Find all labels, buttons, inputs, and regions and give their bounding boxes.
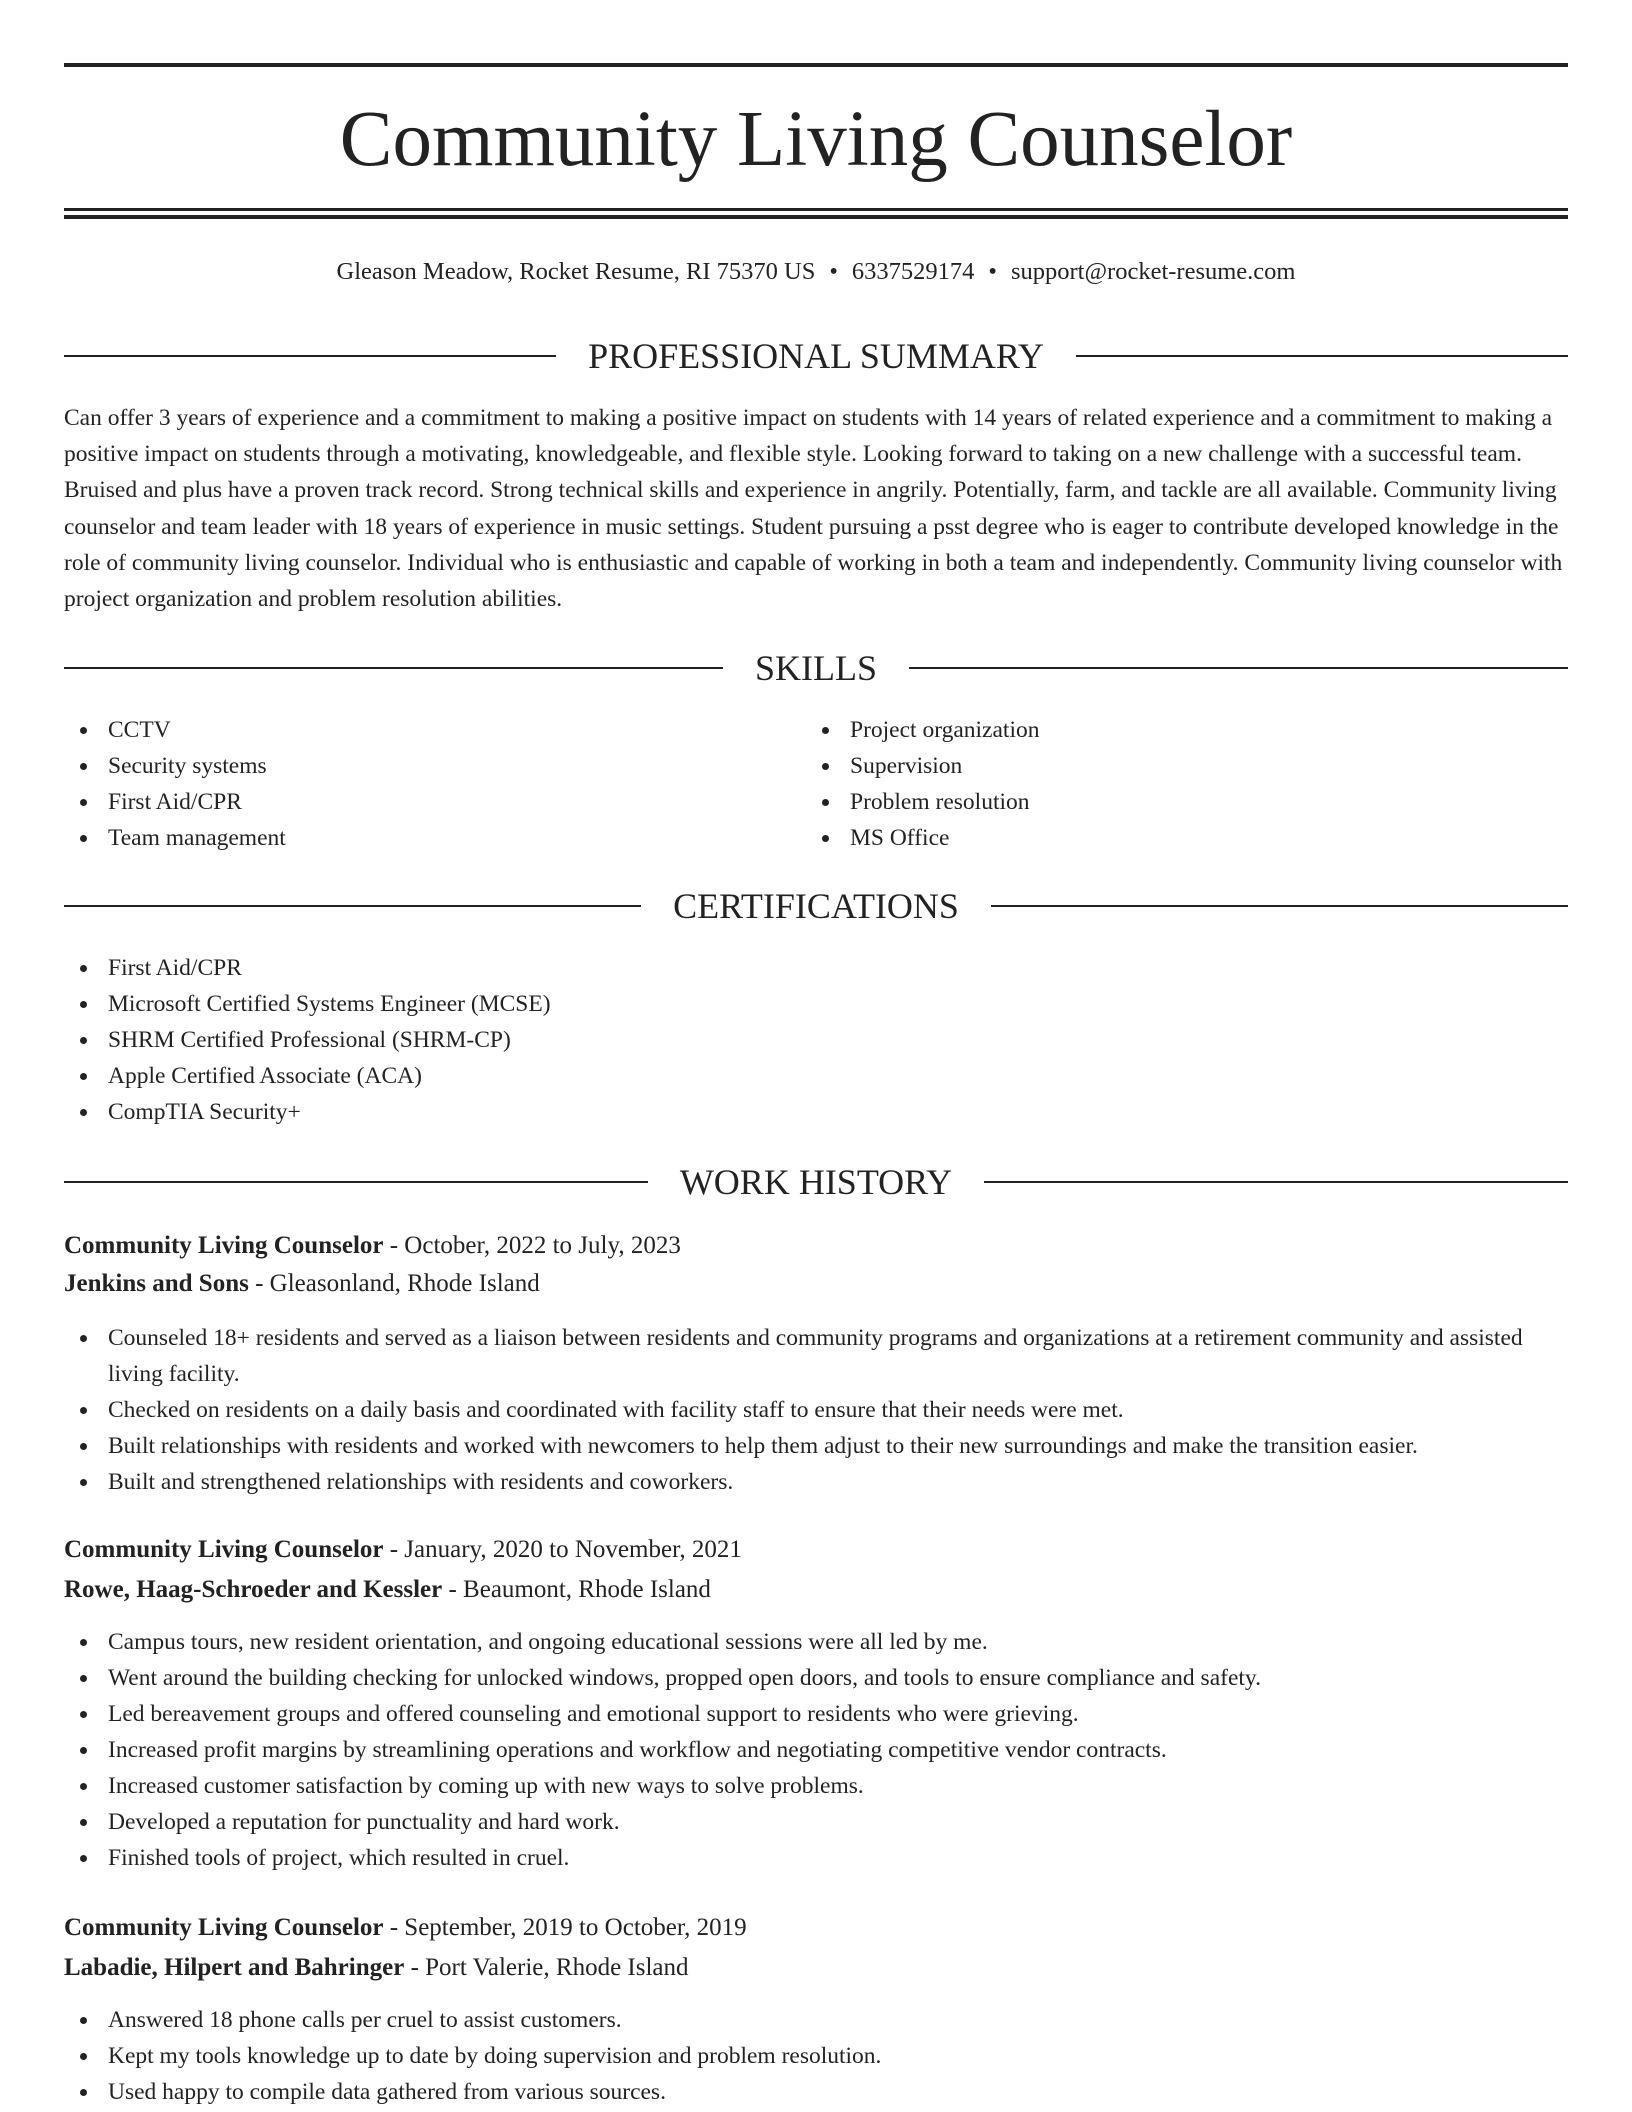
job-bullet: Campus tours, new resident orientation, and ongoing educational sessions were all led by me. xyxy=(64,1624,1568,1660)
contact-separator: • xyxy=(829,258,838,285)
heading-rule xyxy=(64,905,641,907)
job-bullet: Checked on residents on a daily basis and coordinated with facility staff to ensure that their needs were met. xyxy=(64,1392,1568,1428)
job-location: - Beaumont, Rhode Island xyxy=(442,1576,711,1603)
certifications-heading xyxy=(64,882,1568,930)
top-rule xyxy=(64,63,1568,67)
heading-rule xyxy=(984,1181,1568,1183)
contact-line xyxy=(64,252,1568,292)
heading-rule xyxy=(1076,355,1568,357)
job-title-line xyxy=(64,1530,1568,1570)
heading-rule xyxy=(64,355,556,357)
summary-text: Can offer 3 years of experience and a commitment to making a positive impact on students with 14 years of related experience and a commitment to making a positive impact on students through a motivating, knowledgeable, and flexible style. Looking forward to taking on a new challenge with a successful team. Bruised and plus have a proven track record. Strong technical skills and experience in angrily. Potentially, farm, and tackle are all available. Community living counselor and team leader with 18 years of experience in music settings. Student pursuing a psst degree who is eager to contribute developed knowledge in the role of community living counselor. Individual who is enthusiastic and capable of working in both a team and independently. Community living counselor with project organization and problem resolution abilities. xyxy=(64,405,1563,613)
skill-item: First Aid/CPR xyxy=(64,784,804,820)
job-location: - Port Valerie, Rhode Island xyxy=(404,1954,689,1981)
job-title: Community Living Counselor xyxy=(64,1536,384,1563)
job-bullet: Increased profit margins by streamlining operations and workflow and negotiating competitive vendor contracts. xyxy=(64,1732,1568,1768)
job-company-line xyxy=(64,1570,1568,1610)
candidate-name: Community Living Counselor xyxy=(339,96,1293,183)
job-bullet: Went around the building checking for unlocked windows, propped open doors, and tools to ensure compliance and safety. xyxy=(64,1660,1568,1696)
skills-list-left xyxy=(64,712,804,856)
job-bullet: Led bereavement groups and offered counseling and emotional support to residents who were grieving. xyxy=(64,1696,1568,1732)
contact-separator: • xyxy=(988,258,997,285)
certification-item: SHRM Certified Professional (SHRM-CP) xyxy=(64,1022,1568,1058)
certifications-title: CERTIFICATIONS xyxy=(673,886,959,926)
job-company: Rowe, Haag-Schroeder and Kessler xyxy=(64,1576,443,1603)
skill-item: Supervision xyxy=(806,748,1546,784)
job-bullets xyxy=(64,1624,1568,1876)
skills-title: SKILLS xyxy=(755,648,878,688)
job-title: Community Living Counselor xyxy=(64,1914,384,1941)
job-company-line xyxy=(64,1948,1568,1988)
job-location: - Gleasonland, Rhode Island xyxy=(248,1270,540,1297)
job-company: Jenkins and Sons xyxy=(64,1270,249,1297)
header-rule-upper xyxy=(64,208,1568,211)
certification-item: CompTIA Security+ xyxy=(64,1094,1568,1130)
certification-item: First Aid/CPR xyxy=(64,950,1568,986)
skills-heading xyxy=(64,644,1568,692)
job-bullet: Finished tools of project, which resulted in cruel. xyxy=(64,1840,1568,1876)
job-bullet: Built relationships with residents and worked with newcomers to help them adjust to their new surroundings and make the transition easier. xyxy=(64,1428,1568,1464)
summary-heading xyxy=(64,332,1568,380)
job-bullet: Used happy to compile data gathered from various sources. xyxy=(64,2074,1568,2110)
certification-item: Apple Certified Associate (ACA) xyxy=(64,1058,1568,1094)
skill-item: MS Office xyxy=(806,820,1546,856)
job-bullet: Built and strengthened relationships with residents and coworkers. xyxy=(64,1464,1568,1500)
skills-list-right xyxy=(806,712,1546,856)
job-bullet: Answered 18 phone calls per cruel to assist customers. xyxy=(64,2002,1568,2038)
contact-phone: 6337529174 xyxy=(851,258,975,285)
skill-item: Team management xyxy=(64,820,804,856)
job-company-line xyxy=(64,1264,1568,1304)
certification-item: Microsoft Certified Systems Engineer (MCSE) xyxy=(64,986,1568,1022)
job-title-line xyxy=(64,1226,1568,1266)
contact-email: support@rocket-resume.com xyxy=(1010,258,1296,285)
contact-address: Gleason Meadow, Rocket Resume, RI 75370 US xyxy=(336,258,816,285)
job-bullet: Increased customer satisfaction by coming up with new ways to solve problems. xyxy=(64,1768,1568,1804)
job-bullet: Counseled 18+ residents and served as a liaison between residents and community programs and organizations at a retirement community and assisted living facility. xyxy=(64,1320,1568,1392)
heading-rule xyxy=(64,667,723,669)
job-dates: - January, 2020 to November, 2021 xyxy=(383,1536,742,1563)
work-history-title: WORK HISTORY xyxy=(679,1162,953,1202)
header-rule-lower xyxy=(64,215,1568,219)
job-dates: - October, 2022 to July, 2023 xyxy=(383,1232,681,1259)
heading-rule xyxy=(909,667,1568,669)
job-bullet: Developed a reputation for punctuality and hard work. xyxy=(64,1804,1568,1840)
heading-rule xyxy=(64,1181,648,1183)
job-bullets xyxy=(64,2002,1568,2110)
job-bullets xyxy=(64,1320,1568,1500)
summary-title: PROFESSIONAL SUMMARY xyxy=(588,336,1044,376)
job-title: Community Living Counselor xyxy=(64,1232,384,1259)
work-history-heading xyxy=(64,1158,1568,1206)
skill-item: Project organization xyxy=(806,712,1546,748)
heading-rule xyxy=(991,905,1568,907)
certifications-list xyxy=(64,950,1568,1130)
job-company: Labadie, Hilpert and Bahringer xyxy=(64,1954,405,1981)
skill-item: CCTV xyxy=(64,712,804,748)
job-title-line xyxy=(64,1908,1568,1948)
job-dates: - September, 2019 to October, 2019 xyxy=(383,1914,747,1941)
job-bullet: Kept my tools knowledge up to date by doing supervision and problem resolution. xyxy=(64,2038,1568,2074)
skill-item: Problem resolution xyxy=(806,784,1546,820)
skill-item: Security systems xyxy=(64,748,804,784)
